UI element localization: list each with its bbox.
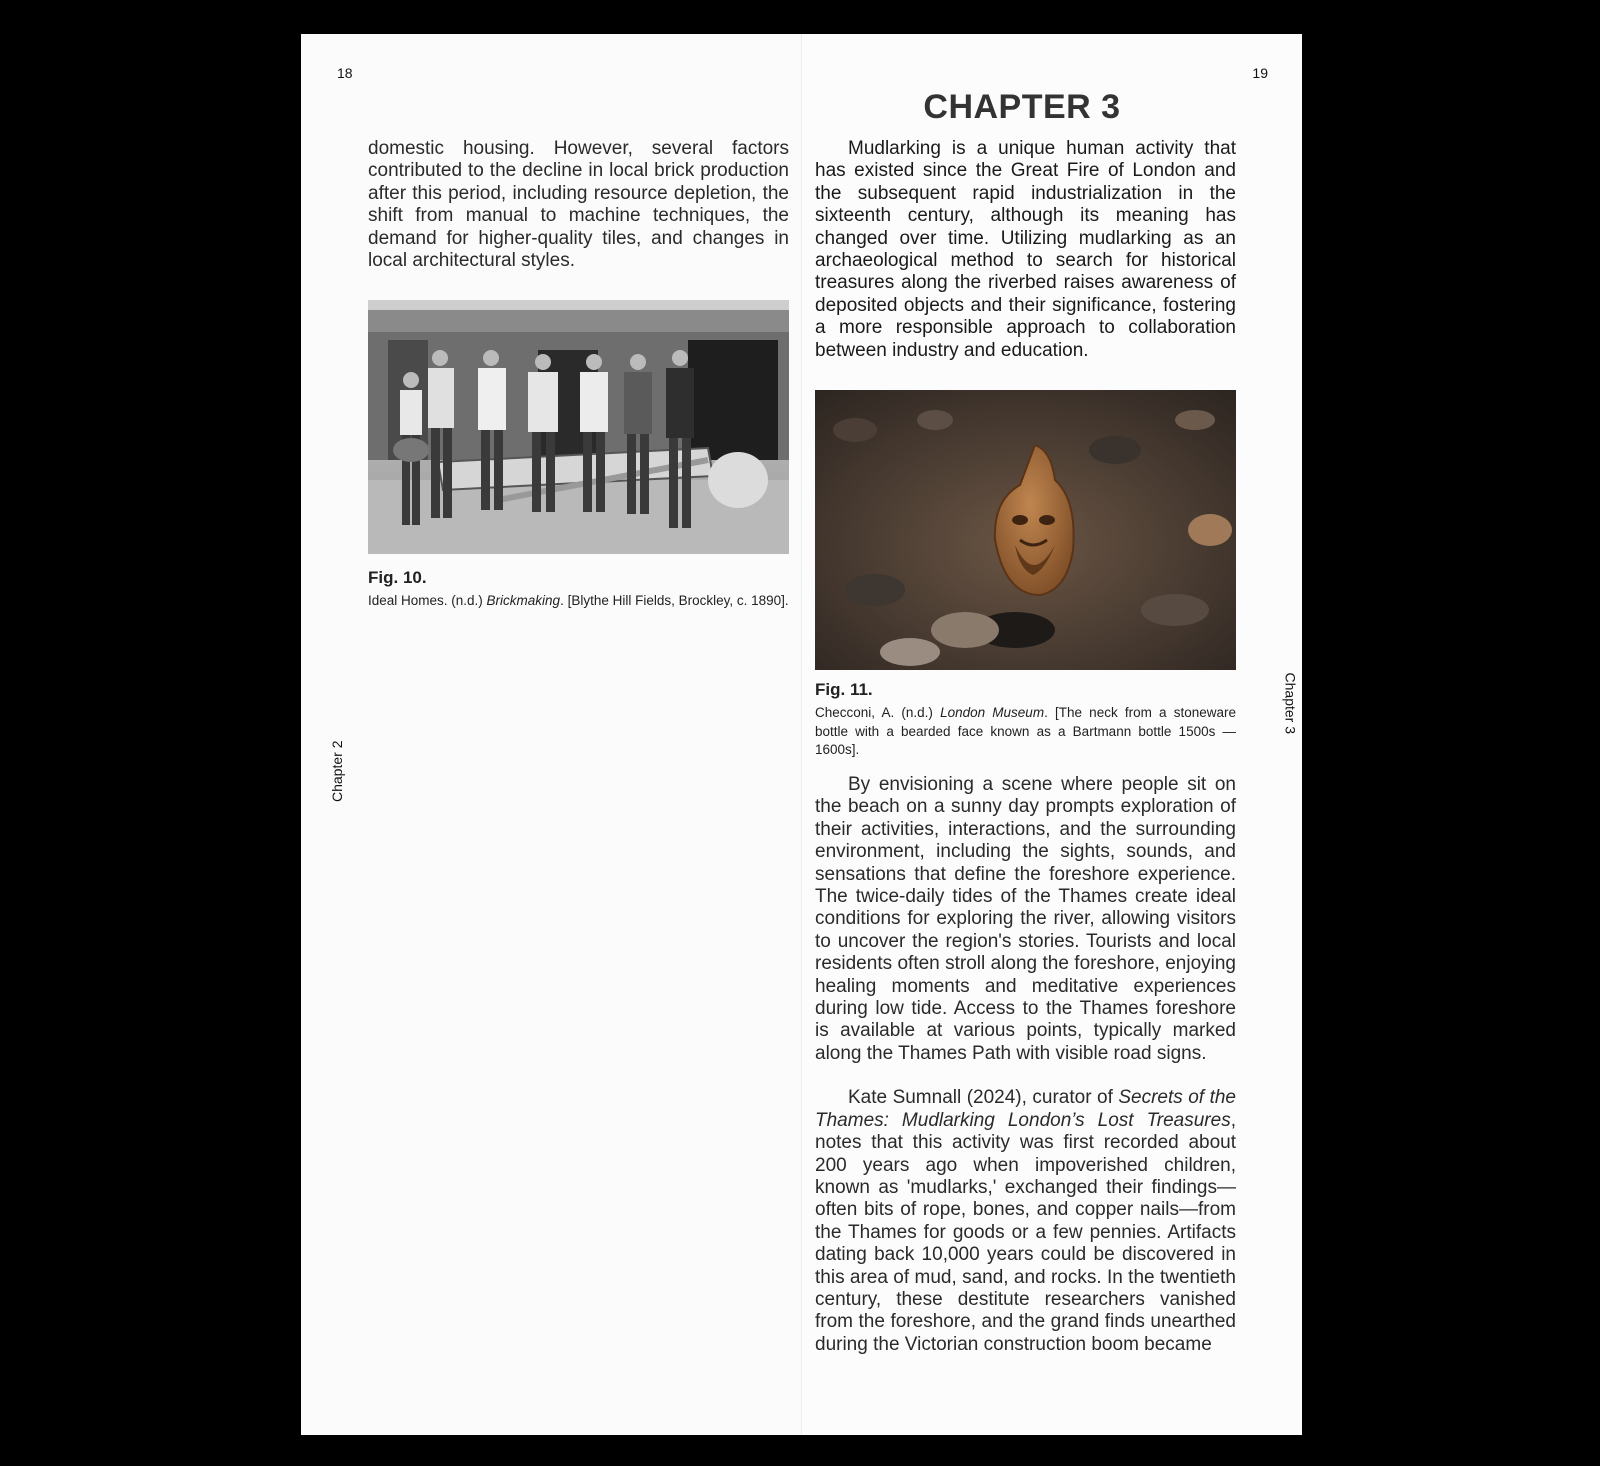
figure-label: Fig. 10.	[368, 568, 427, 587]
page-number: 18	[337, 65, 353, 81]
body-paragraph	[815, 1087, 1236, 1356]
left-text-column	[368, 138, 789, 272]
figure-caption	[815, 704, 1236, 760]
brickmaking-photo	[368, 300, 789, 554]
page-number: 19	[1252, 65, 1268, 81]
book-title-italic: Secrets of the Thames: Mudlarking London’s Lost Treasures	[815, 1087, 1236, 1131]
fig10-caption-block	[368, 568, 789, 611]
figure-label: Fig. 11.	[815, 680, 873, 699]
left-page	[301, 34, 801, 1435]
bartmann-bottle-photo	[815, 390, 1236, 670]
figure-caption	[368, 592, 789, 611]
chapter-side-tab: Chapter 3	[1282, 672, 1298, 734]
paragraph-text: Kate Sumnall (2024), curator of	[848, 1087, 1119, 1109]
intro-paragraph: Mudlarking is a unique human activity that has existed since the Great Fire of London and the subsequent rapid industrialization in the sixteenth century, although its meaning has changed over time. Utilizing mudlarking as an archaeological method to search for historical treasures along the riverbed raises awareness of deposited objects and their significance, fostering a more responsible approach to collaboration between industry and education.	[815, 138, 1236, 361]
caption-prefix: Checconi, A. (n.d.)	[815, 705, 941, 720]
caption-suffix: . [Blythe Hill Fields, Brockley, c. 1890].	[560, 593, 789, 608]
intro-text-column	[815, 138, 1236, 362]
caption-italic-title: Brickmaking	[486, 593, 561, 608]
book-spread	[301, 34, 1302, 1435]
fig11-caption-block	[815, 680, 1236, 760]
body-paragraph: domestic housing. However, several factors contributed to the decline in local brick production after this period, including resource depletion, the shift from manual to machine techniques, the demand for higher-quality tiles, and changes in local architectural styles.	[368, 138, 789, 272]
right-page	[802, 34, 1302, 1435]
body-paragraph: By envisioning a scene where people sit on the beach on a sunny day prompts exploration of their activities, interactions, and the surrounding environment, including the sights, sounds, and sensations that define the foreshore experience. The twice-daily tides of the Thames create ideal conditions for exploring the river, allowing visitors to uncover the region's stories. Tourists and local residents often stroll along the foreshore, enjoying healing moments and meditative experiences during low tide. Access to the Thames foreshore is available at various points, typically marked along the Thames Path with visible road signs.	[815, 774, 1236, 1064]
chapter-side-tab: Chapter 2	[329, 740, 345, 802]
caption-prefix: Ideal Homes. (n.d.)	[368, 593, 487, 608]
paragraph-text: , notes that this activity was first recorded about 200 years ago when impoverished children, known as 'mudlarks,' exchanged their findings—often bits of rope, bones, and copper nails—from the Thames for goods or a few pennies. Artifacts dating back 10,000 years could be discovered in this area of mud, sand, and rocks. In the twentieth century, these destitute researchers vanished from the foreshore, and the grand finds unearthed during the Victorian construction boom became	[815, 1109, 1236, 1355]
caption-suffix: . [The neck from a stoneware bottle with a bearded face known as a Bartmann bottle 1500s — 1600s].	[815, 705, 1237, 758]
body-text-column	[815, 774, 1236, 1356]
chapter-title: CHAPTER 3	[923, 88, 1121, 126]
caption-italic-title: London Museum	[940, 705, 1045, 720]
